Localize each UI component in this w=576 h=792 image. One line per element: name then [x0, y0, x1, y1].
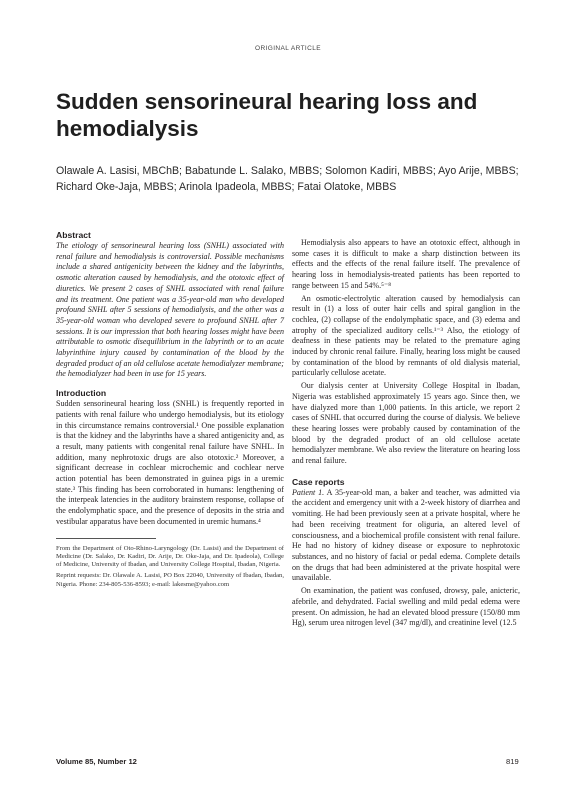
abstract-text: The etiology of sensorineural hearing loss (SNHL) associated with renal failure and hemodialysis is controversial. Possible mechanisms include a shared antigenicity between the kidney and the labyrinths, osmotic alteration caused by hemodialysis, and the ototoxic effect of diuretics. We present 2 cases of SNHL associated with renal failure and its treatment. One patient was a 35-year-old man who developed profound SNHL after 5 sessions of hemodialysis, and the other was a 35-year-old woman who developed severe to profound SNHL after 7 sessions. It is our impression that both hearing losses might have been attributable to osmotic disequilibrium in the labyrinth or to an acute labyrinthine injury caused by contamination of the blood by the degraded product of an old cellulose acetate hemodialyzer membrane; the hemodialyzer had been in use for 15 years.	[56, 241, 284, 379]
abstract-heading: Abstract	[56, 230, 91, 240]
affiliation-note: From the Department of Oto-Rhino-Laryngology (Dr. Lasisi) and the Department of Medicine (Dr. Salako, Dr. Kadiri, Dr. Arije, Dr. Oke-Jaja, and Dr. Ipadeola), College of Medicine, University of Ibadan, and University College Hospital, Ibadan, Nigeria.	[56, 544, 284, 569]
reprint-note: Reprint requests: Dr. Olawale A. Lasisi, PO Box 22040, University of Ibadan, Ibadan, Nigeria. Phone: 234-805-536-8593; e-mail: lakesme@yahoo.com	[56, 572, 284, 588]
article-title: Sudden sensorineural hearing loss and hemodialysis	[56, 89, 478, 141]
case-paragraph: On examination, the patient was confused, drowsy, pale, anicteric, afebrile, and dehydrated. Facial swelling and mild pedal edema were present. On admission, he had an elevated blood pressure (150/80 mm Hg), serum urea nitrogen level (347 mg/dl), and creatinine level (12.5	[292, 586, 520, 628]
introduction-heading: Introduction	[56, 388, 107, 399]
introduction-paragraph: Sudden sensorineural hearing loss (SNHL) is frequently reported in patients with renal failure who undergo hemodialysis, but its etiology in this circumstance remains controversial.¹ One possible explanation is that the kidney and the labyrinths have a shared antigenicity and, as a result, many patients with congenital renal failure have SNHL. In addition, many nephrotoxic drugs are also ototoxic.² Moreover, a significant decrease in cochlear microchemic and cochlear nerve action potential has been demonstrated in guinea pigs in a uremic state.³ This finding has been corroborated in humans: lengthening of the interpeak latencies in the auditory brainstem response, collapse of the endolymphatic space, and the presence of deposits in the stria and vestibular apparatus have been documented in uremic humans.⁴	[56, 399, 284, 526]
left-column	[56, 230, 284, 592]
case-reports-heading: Case reports	[292, 476, 345, 487]
section-label: ORIGINAL ARTICLE	[254, 45, 321, 52]
right-column	[292, 238, 520, 629]
case-paragraph	[292, 488, 520, 584]
footnote-divider	[56, 538, 156, 539]
body-paragraph: An osmotic-electrolytic alteration caused by hemodialysis can result in (1) a loss of outer hair cells and spiral ganglion in the cochlea, (2) collapse of the endolymphatic space, and (3) edema and atrophy of the specialized auditory cells.¹⁻³ Also, the etiology of deafness in these patients may be related to the premature aging induced by chronic renal failure. Finally, hearing loss might be caused by contamination of the blood by remnants of old dialysis material, particularly cellulose acetate.	[292, 293, 520, 378]
case-text: A 35-year-old man, a baker and teacher, was admitted via the accident and emergency unit with a 2-week history of diarrhea and vomiting. He had been previously seen at a private hospital, where he had been receiving treatment for oliguria, an altered level of consciousness, and a biochemical profile consistent with renal failure. He had no history of kidney disease or exposure to nephrotoxic substances, and no history of facial or pedal edema. Complete details on the drugs that had been administered at the private hospital were unavailable.	[292, 487, 520, 583]
footnotes	[56, 545, 284, 589]
body-paragraph: Hemodialysis also appears to have an ototoxic effect, although in some cases it is difficult to make a sharp distinction between its effects and the effects of the renal failure itself. The prevalence of hearing loss in hemodialysis-treated patients has been reported to range between 15 and 54%.⁵⁻⁸	[292, 238, 520, 290]
author-list: Olawale A. Lasisi, MBChB; Babatunde L. Salako, MBBS; Solomon Kadiri, MBBS; Ayo Arije, MBBS; Richard Oke-Jaja, MBBS; Arinola Ipadeola, MBBS; Fatai Olatoke, MBBS	[56, 165, 519, 193]
journal-volume: Volume 85, Number 12	[56, 757, 137, 766]
page-number: 819	[506, 757, 519, 766]
patient-label: Patient 1.	[292, 487, 325, 497]
body-paragraph: Our dialysis center at University College Hospital in Ibadan, Nigeria was established approximately 15 years ago. Since then, we have dialyzed more than 1,000 patients. In this article, we report 2 cases of SNHL that occurred during the course of dialysis. We believe these hearing losses were probably caused by contamination of the blood by the degraded product of an old cellulose acetate hemodialyzer membrane. We also review the literature on hearing loss and renal failure.	[292, 381, 520, 466]
